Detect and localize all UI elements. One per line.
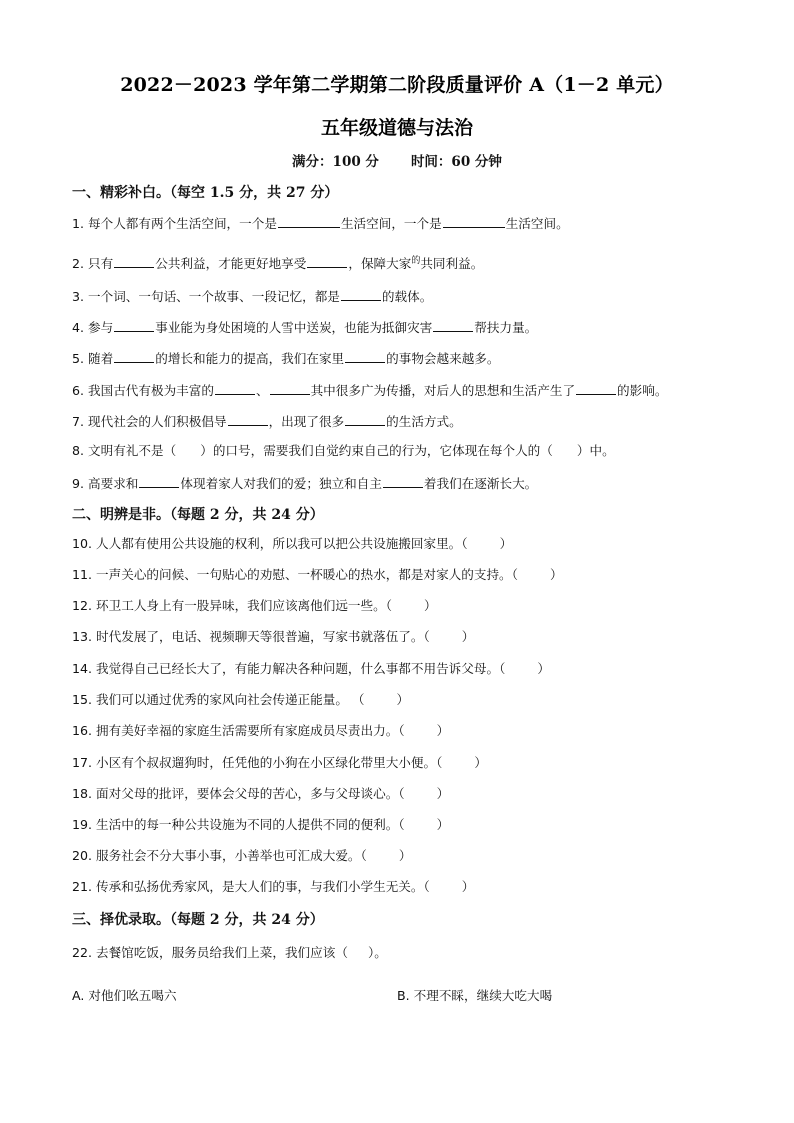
answer-blank[interactable] xyxy=(341,286,381,301)
answer-paren[interactable] xyxy=(430,878,462,896)
question-16: 16. 拥有美好幸福的家庭生活需要所有家庭成员尽责出力。（ ） xyxy=(72,723,450,738)
exam-meta xyxy=(0,150,794,170)
answer-paren[interactable] xyxy=(405,722,437,740)
question-6: 6. 我国古代有极为丰富的 、 其中很多广为传播，对后人的思想和生活产生了 的影响。 xyxy=(72,380,667,400)
full-score: 满分：100 分 xyxy=(292,154,379,170)
question-21: 21. 传承和弘扬优秀家风，是大人们的事，与我们小学生无关。（ ） xyxy=(72,879,475,894)
question-15: 15. 我们可以通过优秀的家风向社会传递正能量。 （ ） xyxy=(72,692,410,707)
answer-blank[interactable] xyxy=(139,473,179,488)
answer-paren[interactable] xyxy=(468,535,500,553)
question-9: 9. 高要求和 体现着家人对我们的爱；独立和自主 着我们在逐渐长大。 xyxy=(72,473,537,493)
time-limit: 时间：60 分钟 xyxy=(410,154,502,170)
answer-blank[interactable] xyxy=(576,380,616,395)
answer-blank[interactable] xyxy=(383,473,423,488)
exam-title: 2022－2023 学年第二学期第二阶段质量评价 A（1－2 单元） xyxy=(120,74,674,96)
answer-paren[interactable] xyxy=(367,847,399,865)
answer-blank[interactable] xyxy=(228,411,268,426)
answer-blank[interactable] xyxy=(114,253,154,268)
question-22: 22. 去餐馆吃饭，服务员给我们上菜，我们应该（ ）。 xyxy=(72,945,387,960)
exam-subtitle: 五年级道德与法治 xyxy=(320,117,473,139)
answer-paren[interactable] xyxy=(176,442,200,460)
answer-blank[interactable] xyxy=(433,317,473,332)
question-20: 20. 服务社会不分大事小事，小善举也可汇成大爱。（ ） xyxy=(72,848,412,863)
question-7: 7. 现代社会的人们积极倡导 ，出现了很多 的生活方式。 xyxy=(72,411,462,431)
section-1-heading: 一、精彩补白。（每空 1.5 分，共 27 分） xyxy=(72,185,339,201)
answer-paren[interactable] xyxy=(442,754,474,772)
answer-blank[interactable] xyxy=(345,348,385,363)
question-3: 3. 一个词、一句话、一个故事、一段记忆，都是 的载体。 xyxy=(72,286,432,306)
question-8: 8. 文明有礼不是（ ）的口号，需要我们自觉约束自己的行为，它体现在每个人的（ ）中。 xyxy=(72,443,615,458)
question-5: 5. 随着 的增长和能力的提高，我们在家里 的事物会越来越多。 xyxy=(72,348,499,368)
question-14: 14. 我觉得自己已经长大了，有能力解决各种问题，什么事都不用告诉父母。（ ） xyxy=(72,661,550,676)
answer-paren[interactable] xyxy=(553,442,577,460)
answer-paren[interactable] xyxy=(365,691,397,709)
answer-blank[interactable] xyxy=(270,380,310,395)
question-2: 2. 只有 公共利益，才能更好地享受 ，保障大家$^的$共同利益。 xyxy=(72,252,483,273)
answer-blank[interactable] xyxy=(443,213,505,228)
answer-blank[interactable] xyxy=(307,253,347,268)
question-10: 10. 人人都有使用公共设施的权利，所以我可以把公共设施搬回家里。（ ） xyxy=(72,536,513,551)
option-b[interactable]: B. 不理不睬，继续大吃大喝 xyxy=(397,988,553,1003)
question-19: 19. 生活中的每一种公共设施为不同的人提供不同的便利。（ ） xyxy=(72,817,450,832)
question-11: 11. 一声关心的问候、一句贴心的劝慰、一杯暖心的热水，都是对家人的支持。（ ） xyxy=(72,567,563,582)
question-4: 4. 参与 事业能为身处困境的人雪中送炭，也能为抵御灾害 帮扶力量。 xyxy=(72,317,537,337)
answer-blank[interactable] xyxy=(114,317,154,332)
answer-paren[interactable] xyxy=(405,816,437,834)
question-12: 12. 环卫工人身上有一股异味，我们应该离他们远一些。（ ） xyxy=(72,598,437,613)
answer-paren[interactable] xyxy=(518,566,550,584)
answer-paren[interactable] xyxy=(392,597,424,615)
answer-blank[interactable] xyxy=(345,411,385,426)
question-13: 13. 时代发展了，电话、视频聊天等很普遍，写家书就落伍了。（ ） xyxy=(72,629,475,644)
answer-blank[interactable] xyxy=(114,348,154,363)
question-17: 17. 小区有个叔叔遛狗时，任凭他的小狗在小区绿化带里大小便。（ ） xyxy=(72,755,487,770)
question-1: 1. 每个人都有两个生活空间，一个是 生活空间，一个是 生活空间。 xyxy=(72,213,569,233)
option-a[interactable]: A. 对他们吆五喝六 xyxy=(72,988,177,1003)
answer-paren[interactable] xyxy=(348,944,368,962)
answer-blank[interactable] xyxy=(215,380,255,395)
answer-blank[interactable] xyxy=(278,213,340,228)
answer-paren[interactable] xyxy=(430,628,462,646)
section-2-heading: 二、明辨是非。（每题 2 分，共 24 分） xyxy=(72,507,324,523)
answer-paren[interactable] xyxy=(505,660,537,678)
question-18: 18. 面对父母的批评，要体会父母的苦心，多与父母谈心。（ ） xyxy=(72,786,450,801)
section-3-heading: 三、择优录取。（每题 2 分，共 24 分） xyxy=(72,912,324,928)
answer-paren[interactable] xyxy=(405,785,437,803)
